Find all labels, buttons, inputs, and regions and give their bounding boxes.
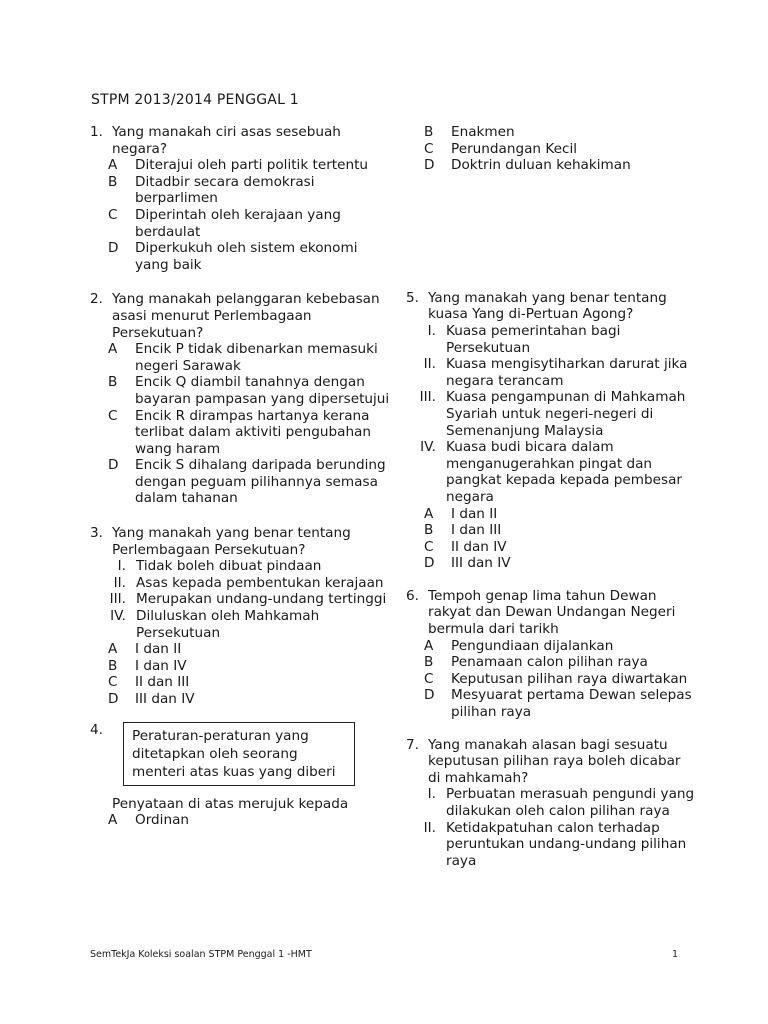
question-1 [90, 124, 390, 273]
question-text: Yang manakah yang benar tentang Perlembagaan Persekutuan? [112, 525, 351, 558]
question-number: 5. [406, 289, 419, 306]
option-b[interactable]: B I dan IV [108, 657, 187, 674]
option-a[interactable]: A I dan II [108, 641, 182, 658]
right-column [406, 124, 696, 869]
option-a[interactable]: A Encik P tidak dibenarkan memasuki negeri Sarawak [108, 341, 378, 374]
option-a[interactable]: A I dan II [424, 505, 498, 522]
option-c[interactable]: C II dan III [108, 674, 190, 691]
option-b[interactable]: B Enakmen [424, 124, 515, 140]
statement-iii: III. Merupakan undang-undang tertinggi [109, 591, 387, 608]
option-d[interactable]: D III dan IV [424, 555, 511, 572]
page-title: STPM 2013/2014 PENGGAL 1 [91, 92, 299, 108]
question-number: 7. [406, 736, 419, 753]
option-a[interactable]: A Ordinan [108, 812, 190, 829]
statement-i: I. Tidak boleh dibuat pindaan [117, 558, 322, 575]
question-text: Penyataan di atas merujuk kepada [112, 795, 349, 812]
option-d[interactable]: D Mesyuarat pertama Dewan selepas pilihan raya [424, 687, 692, 721]
option-b[interactable]: B Encik Q diambil tanahnya dengan bayaran pampasan yang dipersetujui [108, 374, 390, 407]
question-6 [406, 588, 696, 721]
statement-ii: II. Ketidakpatuhan calon terhadap peruntukan undang-undang pilihan raya [423, 819, 687, 869]
question-text: Yang manakah pelanggaran kebebasan asasi menurut Perlembagaan Persekutuan? [112, 291, 380, 341]
statement-i: I. Perbuatan merasuah pengundi yang dilakukan oleh calon pilihan raya [427, 786, 695, 819]
statement-ii: II. Kuasa mengisytiharkan darurat jika negara terancam [423, 356, 688, 389]
question-text: Yang manakah yang benar tentang kuasa Yang di-Pertuan Agong? [428, 289, 667, 323]
question-text: Yang manakah ciri asas sesebuah negara? [112, 124, 341, 157]
statement-iv: IV. Diluluskan oleh Mahkamah Persekutuan [110, 608, 320, 641]
question-5 [406, 290, 696, 572]
question-number: 2. [90, 291, 103, 308]
option-b[interactable]: B Penamaan calon pilihan raya [424, 654, 648, 671]
question-text: Tempoh genap lima tahun Dewan rakyat dan Dewan Undangan Negeri bermula dari tarikh [428, 587, 676, 638]
option-d[interactable]: D III dan IV [108, 691, 195, 707]
option-a[interactable]: A Diterajui oleh parti politik tertentu [108, 157, 369, 174]
statement-ii: II. Asas kepada pembentukan kerajaan [113, 574, 384, 591]
option-d[interactable]: D Diperkukuh oleh sistem ekonomi yang baik [108, 240, 358, 273]
left-column [90, 124, 390, 842]
question-3 [90, 525, 390, 708]
option-d[interactable]: D Encik S dihalang daripada berunding dengan peguam pilihannya semasa dalam tahanan [108, 457, 386, 507]
statement-iii: III. Kuasa pengampunan di Mahkamah Syariah untuk negeri-negeri di Semenanjung Malaysia [419, 389, 686, 439]
option-c[interactable]: C Keputusan pilihan raya diwartakan [424, 670, 688, 687]
option-d[interactable]: D Doktrin duluan kehakiman [424, 157, 631, 174]
page-number: 1 [672, 949, 679, 960]
question-number: 1. [90, 124, 103, 140]
option-b[interactable]: B Ditadbir secara demokrasi berparlimen [108, 173, 315, 207]
question-number: 4. [90, 721, 103, 738]
question-4-continued [424, 124, 696, 174]
option-c[interactable]: C Diperintah oleh kerajaan yang berdaulat [108, 206, 341, 240]
option-c[interactable]: C Encik R dirampas hartanya kerana terlibat dalam aktiviti pengubahan wang haram [108, 407, 372, 457]
question-2 [90, 291, 390, 507]
option-b[interactable]: B I dan III [424, 522, 502, 539]
question-number: 6. [406, 587, 419, 604]
question-7 [406, 737, 696, 870]
statement-i: I. Kuasa pemerintahan bagi Persekutuan [427, 322, 621, 356]
option-c[interactable]: C II dan IV [424, 538, 507, 555]
question-number: 3. [90, 525, 103, 542]
option-c[interactable]: C Perundangan Kecil [424, 140, 577, 157]
question-text: Yang manakah alasan bagi sesuatu keputusan pilihan raya boleh dicabar di mahkamah? [428, 736, 681, 786]
option-a[interactable]: A Pengundiaan dijalankan [424, 637, 614, 654]
statement-iv: IV. Kuasa budi bicara dalam menganugerahkan pingat dan pangkat kepada kepada pembesar negara [420, 439, 683, 505]
quote-box: Peraturan-peraturan yang ditetapkan oleh seorang menteri atas kuas yang diberi [123, 722, 355, 786]
question-4 [90, 722, 390, 842]
footer-text: SemTekJa Koleksi soalan STPM Penggal 1 -HMT [90, 949, 312, 960]
